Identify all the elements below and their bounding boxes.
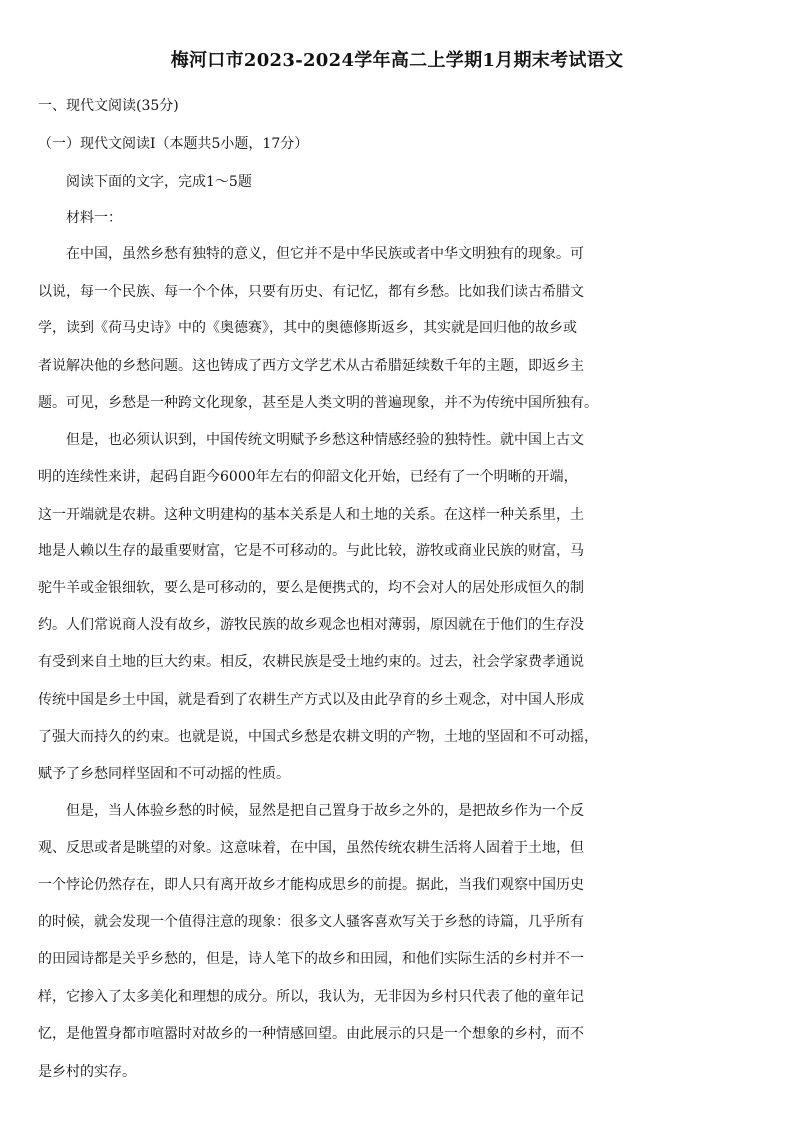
body-line: 是乡村的实存。 (38, 1064, 136, 1080)
body-line: 学，读到《荷马史诗》中的《奥德赛》，其中的奥德修斯返乡，其实就是回归他的故乡或 (38, 320, 577, 336)
body-line: 一个悖论仍然存在，即人只有离开故乡才能构成思乡的前提。据此，当我们观察中国历史 (38, 877, 584, 893)
body-line: 者说解决他的乡愁问题。这也铸成了西方文学艺术从古希腊延续数千年的主题，即返乡主 (38, 358, 584, 374)
body-line: 传统中国是乡土中国，就是看到了农耕生产方式以及由此孕育的乡土观念，对中国人形成 (38, 692, 584, 708)
subsection-heading: （一）现代文阅读Ⅰ（本题共5小题，17分） (38, 136, 309, 152)
section-heading: 一、现代文阅读(35分) (38, 98, 179, 114)
page-title: 梅河口市2023-2024学年高二上学期1月期末考试语文 (170, 50, 624, 71)
body-line: 但是，当人体验乡愁的时候，显然是把自己置身于故乡之外的，是把故乡作为一个反 (66, 803, 584, 819)
body-line: 观、反思或者是眺望的对象。这意味着，在中国，虽然传统农耕生活将人固着于土地，但 (38, 840, 584, 856)
material-label: 材料一： (66, 210, 122, 226)
body-line: 样，它掺入了太多美化和理想的成分。所以，我认为，无非因为乡村只代表了他的童年记 (38, 989, 584, 1005)
body-line: 地是人赖以生存的最重要财富，它是不可移动的。与此比较，游牧或商业民族的财富，马 (38, 543, 584, 559)
body-line: 赋予了乡愁同样坚固和不可动摇的性质。 (38, 766, 290, 782)
body-line: 这一开端就是农耕。这种文明建构的基本关系是人和土地的关系。在这样一种关系里，土 (38, 507, 584, 523)
instruction-text: 阅读下面的文字，完成1～5题 (66, 174, 252, 190)
body-line: 忆，是他置身都市喧嚣时对故乡的一种情感回望。由此展示的只是一个想象的乡村，而不 (38, 1026, 584, 1042)
body-line: 有受到来自土地的巨大约束。相反，农耕民族是受土地约束的。过去，社会学家费孝通说 (38, 654, 584, 670)
body-line: 明的连续性来讲，起码自距今6000年左右的仰韶文化开始，已经有了一个明晰的开端， (38, 469, 578, 485)
body-line: 的时候，就会发现一个值得注意的现象：很多文人骚客喜欢写关于乡愁的诗篇，几乎所有 (38, 914, 584, 930)
body-line: 约。人们常说商人没有故乡，游牧民族的故乡观念也相对薄弱，原因就在于他们的生存没 (38, 617, 584, 633)
body-line: 了强大而持久的约束。也就是说，中国式乡愁是农耕文明的产物，土地的坚固和不可动摇， (38, 729, 598, 745)
body-line: 但是，也必须认识到，中国传统文明赋予乡愁这种情感经验的独特性。就中国上古文 (66, 432, 584, 448)
body-line: 的田园诗都是关乎乡愁的，但是，诗人笔下的故乡和田园，和他们实际生活的乡村并不一 (38, 951, 584, 967)
body-line: 以说，每一个民族、每一个个体，只要有历史、有记忆，都有乡愁。比如我们读古希腊文 (38, 284, 584, 300)
body-line: 驼牛羊或金银细软，要么是可移动的，要么是便携式的，均不会对人的居处形成恒久的制 (38, 580, 584, 596)
body-line: 题。可见，乡愁是一种跨文化现象，甚至是人类文明的普遍现象，并不为传统中国所独有。 (38, 395, 598, 411)
body-line: 在中国，虽然乡愁有独特的意义，但它并不是中华民族或者中华文明独有的现象。可 (66, 246, 584, 262)
